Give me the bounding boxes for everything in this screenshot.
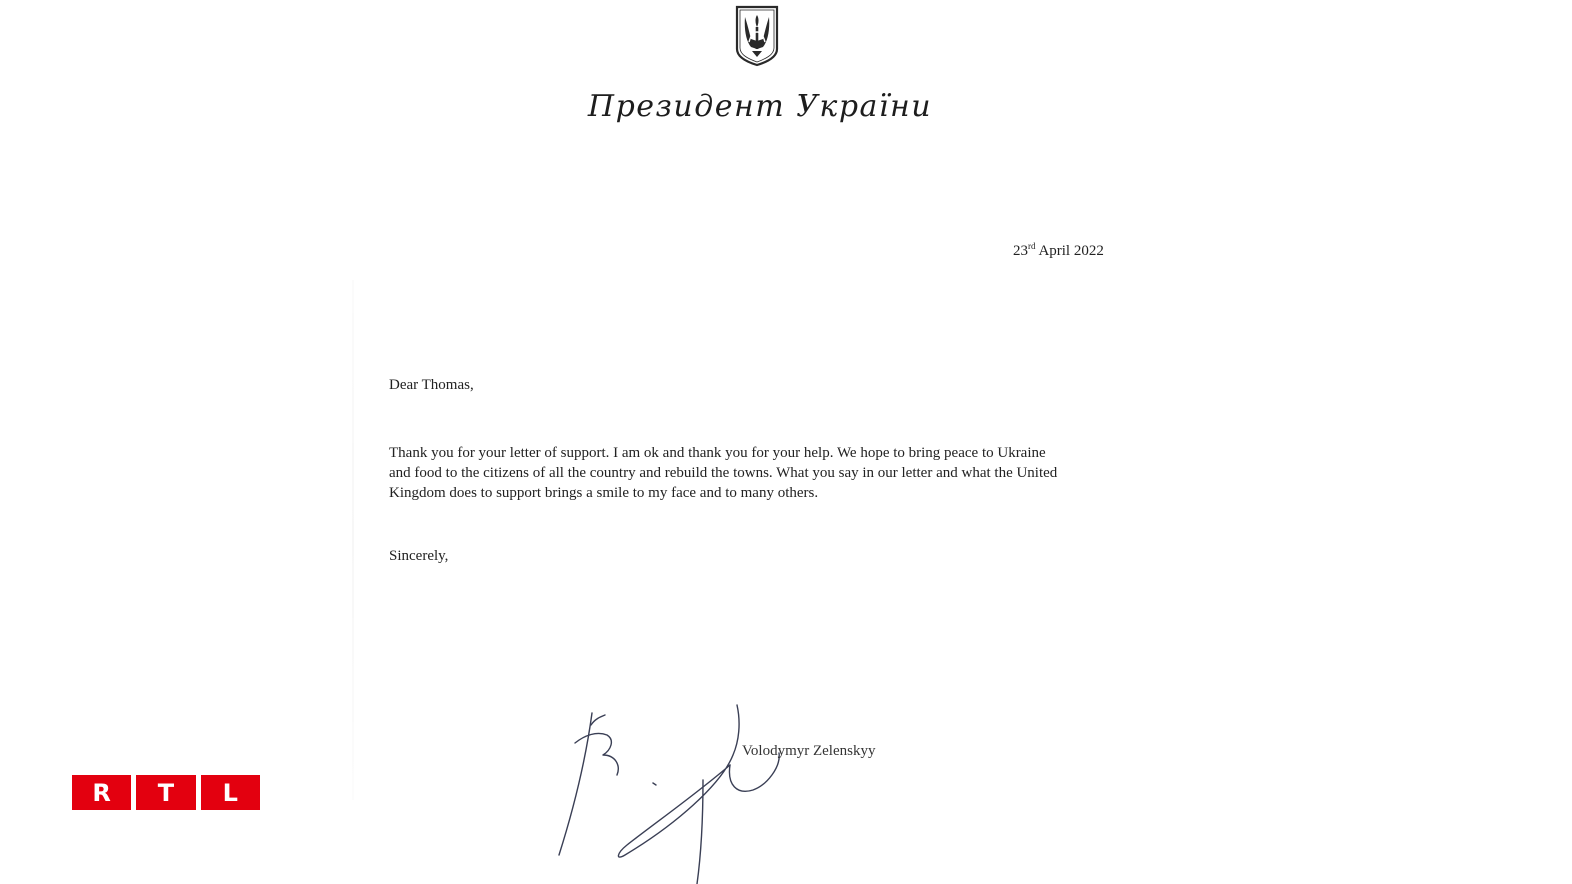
signatory-name: Volodymyr Zelenskyy	[742, 743, 876, 759]
trident-crest-icon	[734, 5, 780, 67]
letterhead-title: Президент України	[587, 89, 933, 124]
date-month-year: April 2022	[1038, 243, 1104, 259]
body-line: and food to the citizens of all the country and rebuild the towns. What you say in our letter and what the United	[389, 465, 1058, 481]
handwritten-signature	[545, 695, 805, 884]
rtl-logo-letter: R	[72, 775, 131, 810]
date-suffix: rd	[1028, 241, 1036, 251]
rtl-logo	[72, 775, 260, 810]
body-line: Kingdom does to support brings a smile to my face and to many others.	[389, 485, 819, 501]
body-line: Thank you for your letter of support. I am ok and thank you for your help. We hope to bring peace to Ukraine	[389, 445, 1046, 461]
date-day: 23	[1013, 243, 1028, 259]
paper-fold-shadow	[352, 280, 354, 800]
rtl-logo-letter: T	[136, 775, 195, 810]
letter-date	[1013, 243, 1104, 260]
letter-body	[389, 443, 1119, 503]
rtl-logo-letter: L	[201, 775, 260, 810]
closing: Sincerely,	[389, 548, 449, 564]
salutation: Dear Thomas,	[389, 377, 474, 393]
